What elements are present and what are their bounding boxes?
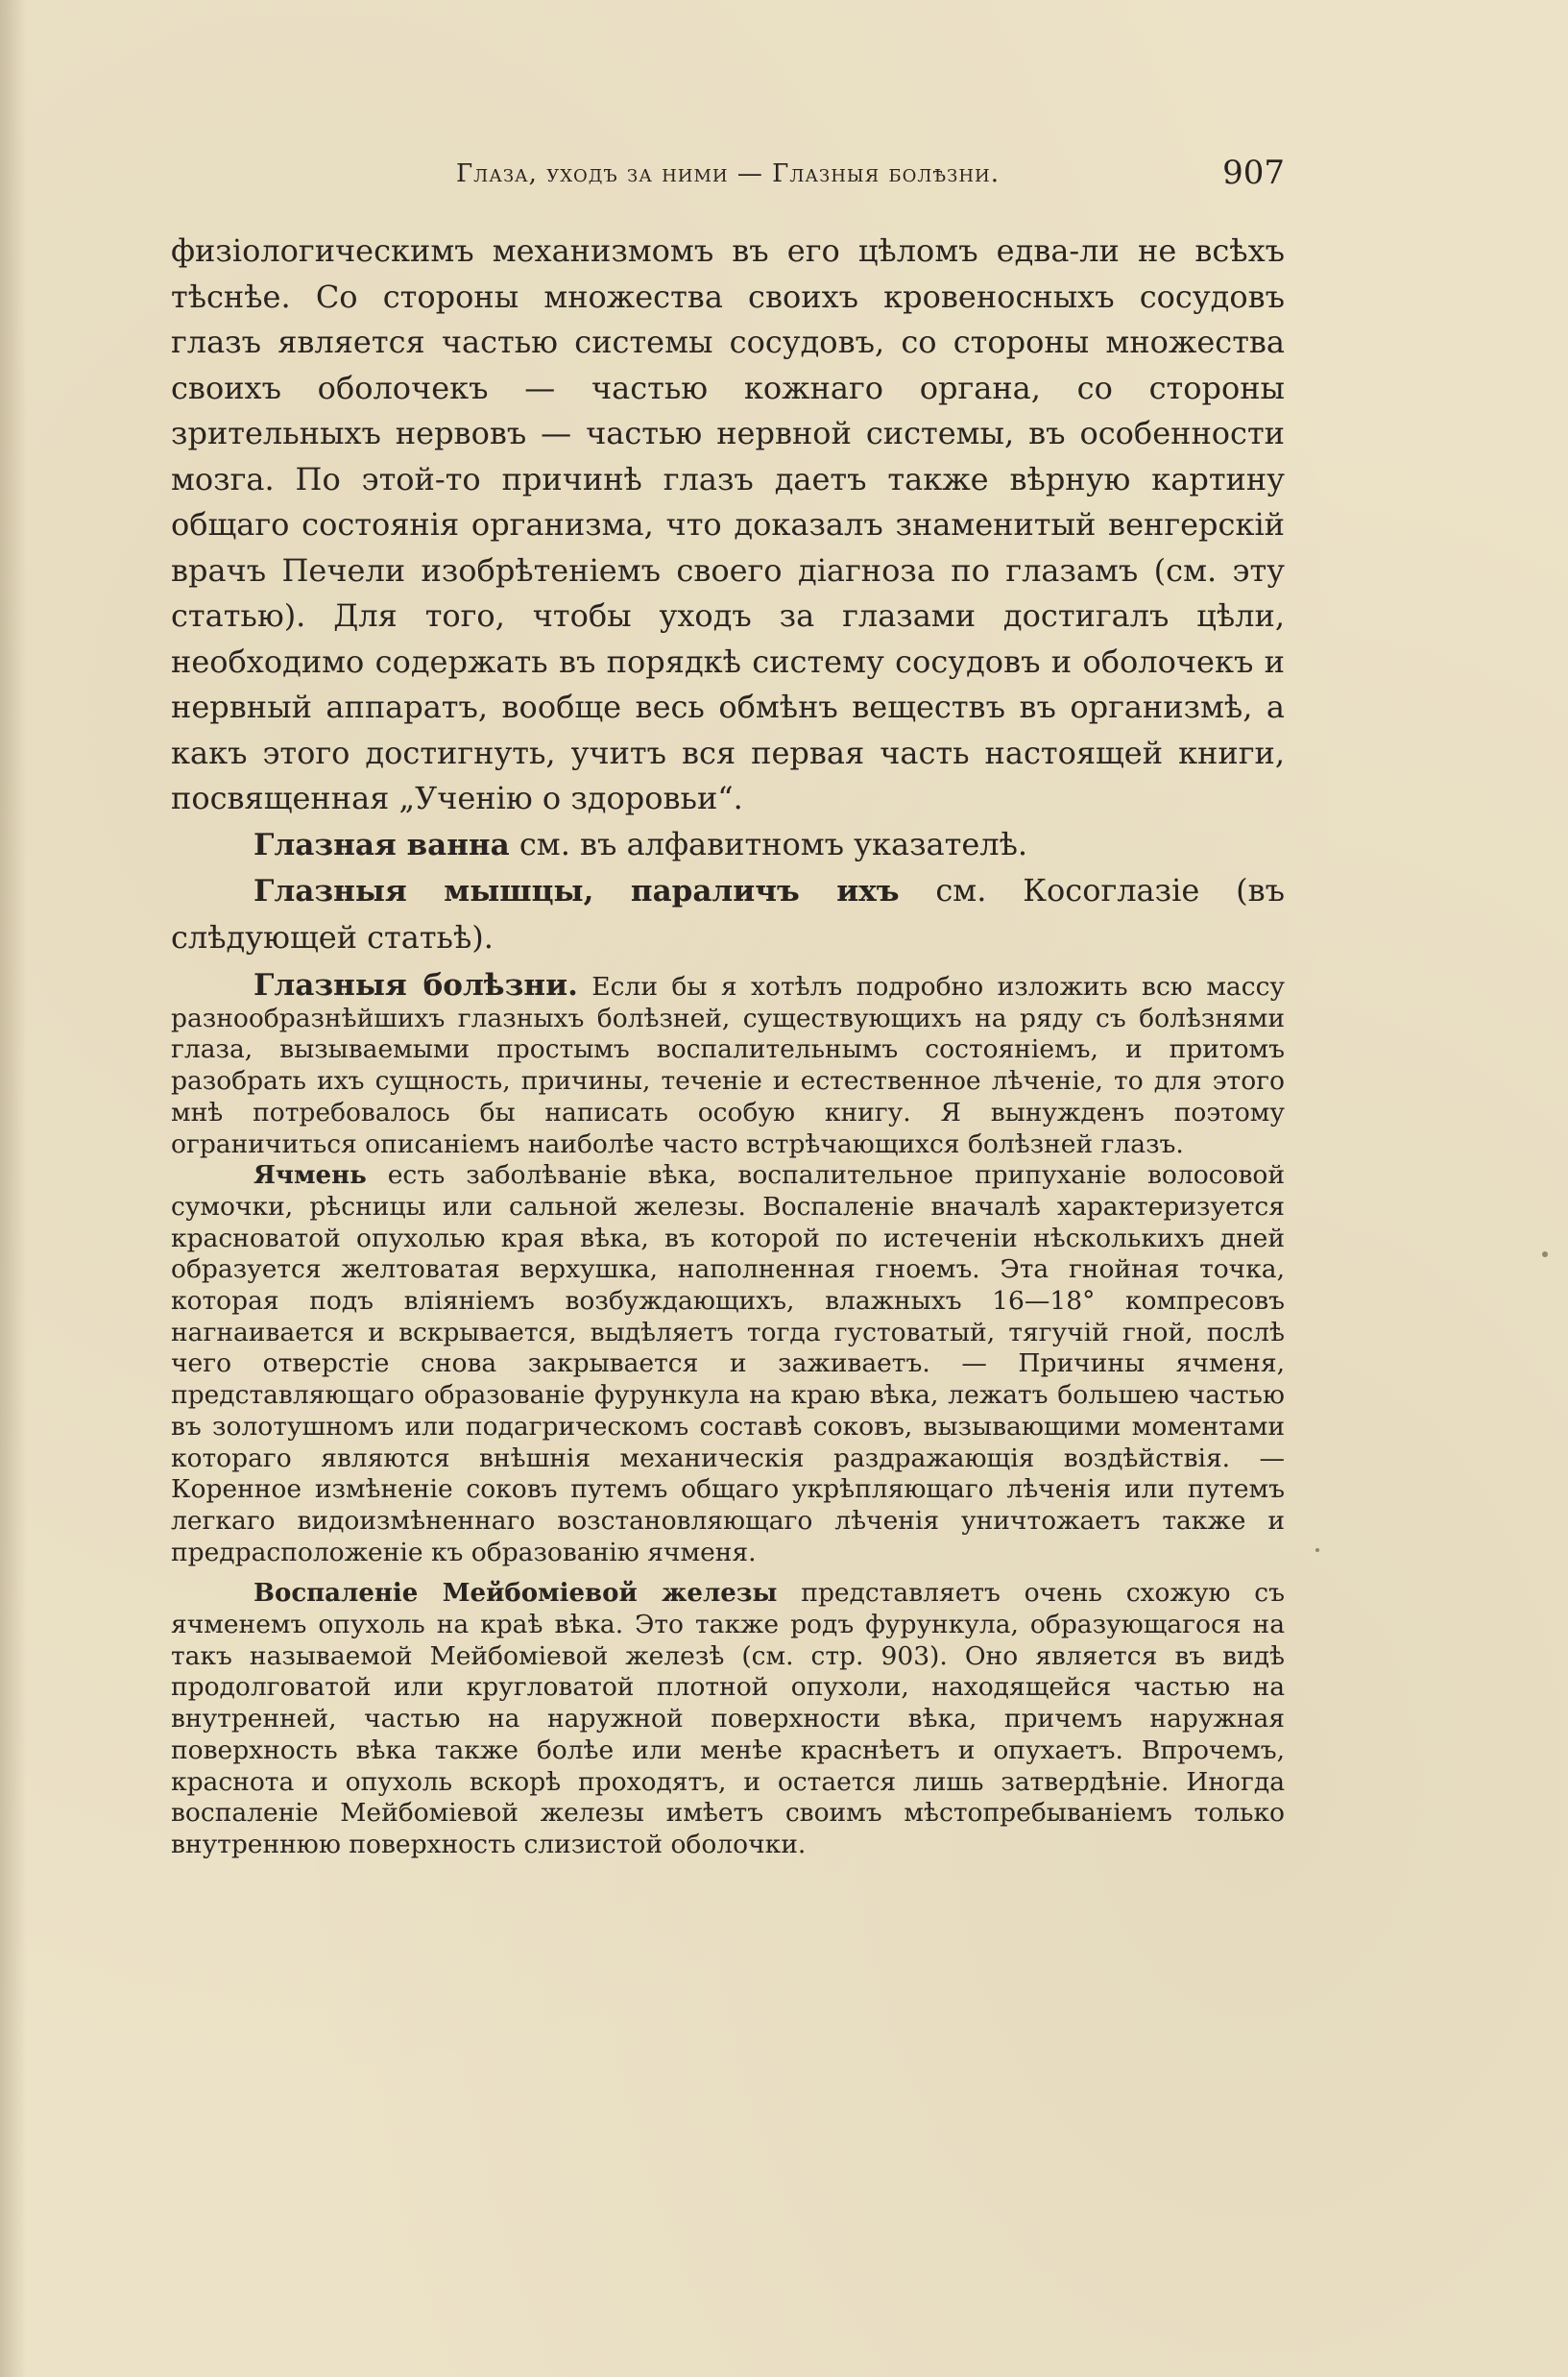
paragraph-eye-muscles-text: см. Косоглазiе (въ слѣдующей статьѣ). — [171, 872, 1285, 956]
text-body — [171, 229, 1285, 1861]
paragraph-meibomian — [171, 1578, 1285, 1860]
term-stye: Ячмень — [253, 1161, 367, 1191]
paragraph-eye-muscles — [171, 868, 1285, 960]
term-eye-diseases: Глазныя болѣзни. — [253, 968, 578, 1003]
paragraph-eye-bath-text: см. въ алфавитномъ указателѣ. — [509, 825, 1028, 862]
page-edge-shadow — [0, 0, 27, 2377]
page-number: 907 — [1222, 154, 1285, 192]
paragraph-eye-diseases-text: Если бы я хотѣлъ подробно изложить всю массу разнообразнѣйшихъ глазныхъ болѣзней, существующихъ на ряду съ болѣзнями глаза, вызываемыми простымъ воспалительнымъ состоянiемъ, и притомъ разобрать ихъ сущность, причины, теченiе и естественное лѣченiе, то для этого мнѣ потребовалось бы написать особую книгу. Я вынужденъ поэтому ограничиться описанiемъ наиболѣе часто встрѣчающихся болѣзней глазъ. — [171, 972, 1286, 1159]
paper-speck — [1542, 1251, 1548, 1257]
paragraph-stye — [171, 1160, 1285, 1568]
paper-speck — [1315, 1548, 1319, 1552]
running-header — [171, 154, 1285, 196]
term-meibomian: Воспаленiе Мейбомiевой железы — [253, 1579, 778, 1609]
paragraph-physiology: физiологическимъ механизмомъ въ его цѣломъ едва-ли не всѣхъ тѣснѣе. Со стороны множества своихъ кровеносныхъ сосудовъ глазъ является частью системы сосудовъ, со стороны множества своихъ оболочекъ — частью кожнаго органа, со стороны зрительныхъ нервовъ — частью нервной системы, въ особенности мозга. По этой-то причинѣ глазъ даетъ также вѣрную картину общаго состоянiя организма, что доказалъ знаменитый венгерскiй врачъ Печели изобрѣтенiемъ своего дiагноза по глазамъ (см. эту статью). Для того, чтобы уходъ за глазами достигалъ цѣли, необходимо содержать въ порядкѣ систему сосудовъ и оболочекъ и нервный аппаратъ, вообще весь обмѣнъ веществъ въ организмѣ, а какъ этого достигнуть, учитъ вся первая часть настоящей книги, посвященная „Ученiю о здоровьи“. — [171, 232, 1285, 816]
term-eye-bath: Глазная ванна — [253, 827, 510, 862]
paragraph-meibomian-text: представляетъ очень схожую съ ячменемъ опухоль на краѣ вѣка. Это также родъ фурункула, образующагося на такъ называемой Мейбомiевой железѣ (см. стр. 903). Оно является въ видѣ продолговатой или кругловатой плотной опухоли, находящейся частью на внутренней, частью на наружной поверхности вѣка, причемъ наружная поверхность вѣка также болѣе или менѣе краснѣетъ и опухаетъ. Впрочемъ, краснота и опухоль вскорѣ проходятъ, и остается лишь затвердѣнiе. Иногда воспаленiе Мейбомiевой железы имѣетъ своимъ мѣстопребыванiемъ только внутреннюю поверхность слизистой оболочки. — [171, 1578, 1285, 1859]
running-title: Глаза, уходъ за ними — Глазныя болѣзни. — [455, 159, 1001, 188]
paragraph-stye-text: есть заболѣванiе вѣка, воспалительное припуханiе волосовой сумочки, рѣсницы или сальной железы. Воспаленiе вначалѣ характеризуется красноватой опухолью края вѣка, въ которой по истеченiи нѣсколькихъ дней образуется желтоватая верхушка, наполненная гноемъ. Эта гнойная точка, которая подъ влiянiемъ возбуждающихъ, влажныхъ 16—18° компресовъ нагнаивается и вскрывается, выдѣляетъ тогда густоватый, тягучiй гной, послѣ чего отверстiе снова закрывается и заживаетъ. — Причины ячменя, представляющаго образованiе фурункула на краю вѣка, лежатъ большею частью въ золотушномъ или подагрическомъ составѣ соковъ, вызывающими моментами котораго являются внѣшнiя механическiя раздражающiя воздѣйствiя. — Коренное измѣненiе соковъ путемъ общаго укрѣпляющаго лѣченiя или путемъ легкаго видоизмѣненнаго возстановляющаго лѣченiя уничтожаетъ также и предрасположенiе къ образованiю ячменя. — [171, 1160, 1285, 1567]
paragraph-eye-bath — [171, 822, 1285, 869]
term-eye-muscles: Глазныя мышцы, параличъ ихъ — [253, 874, 900, 909]
paragraph-eye-diseases — [171, 970, 1285, 1160]
